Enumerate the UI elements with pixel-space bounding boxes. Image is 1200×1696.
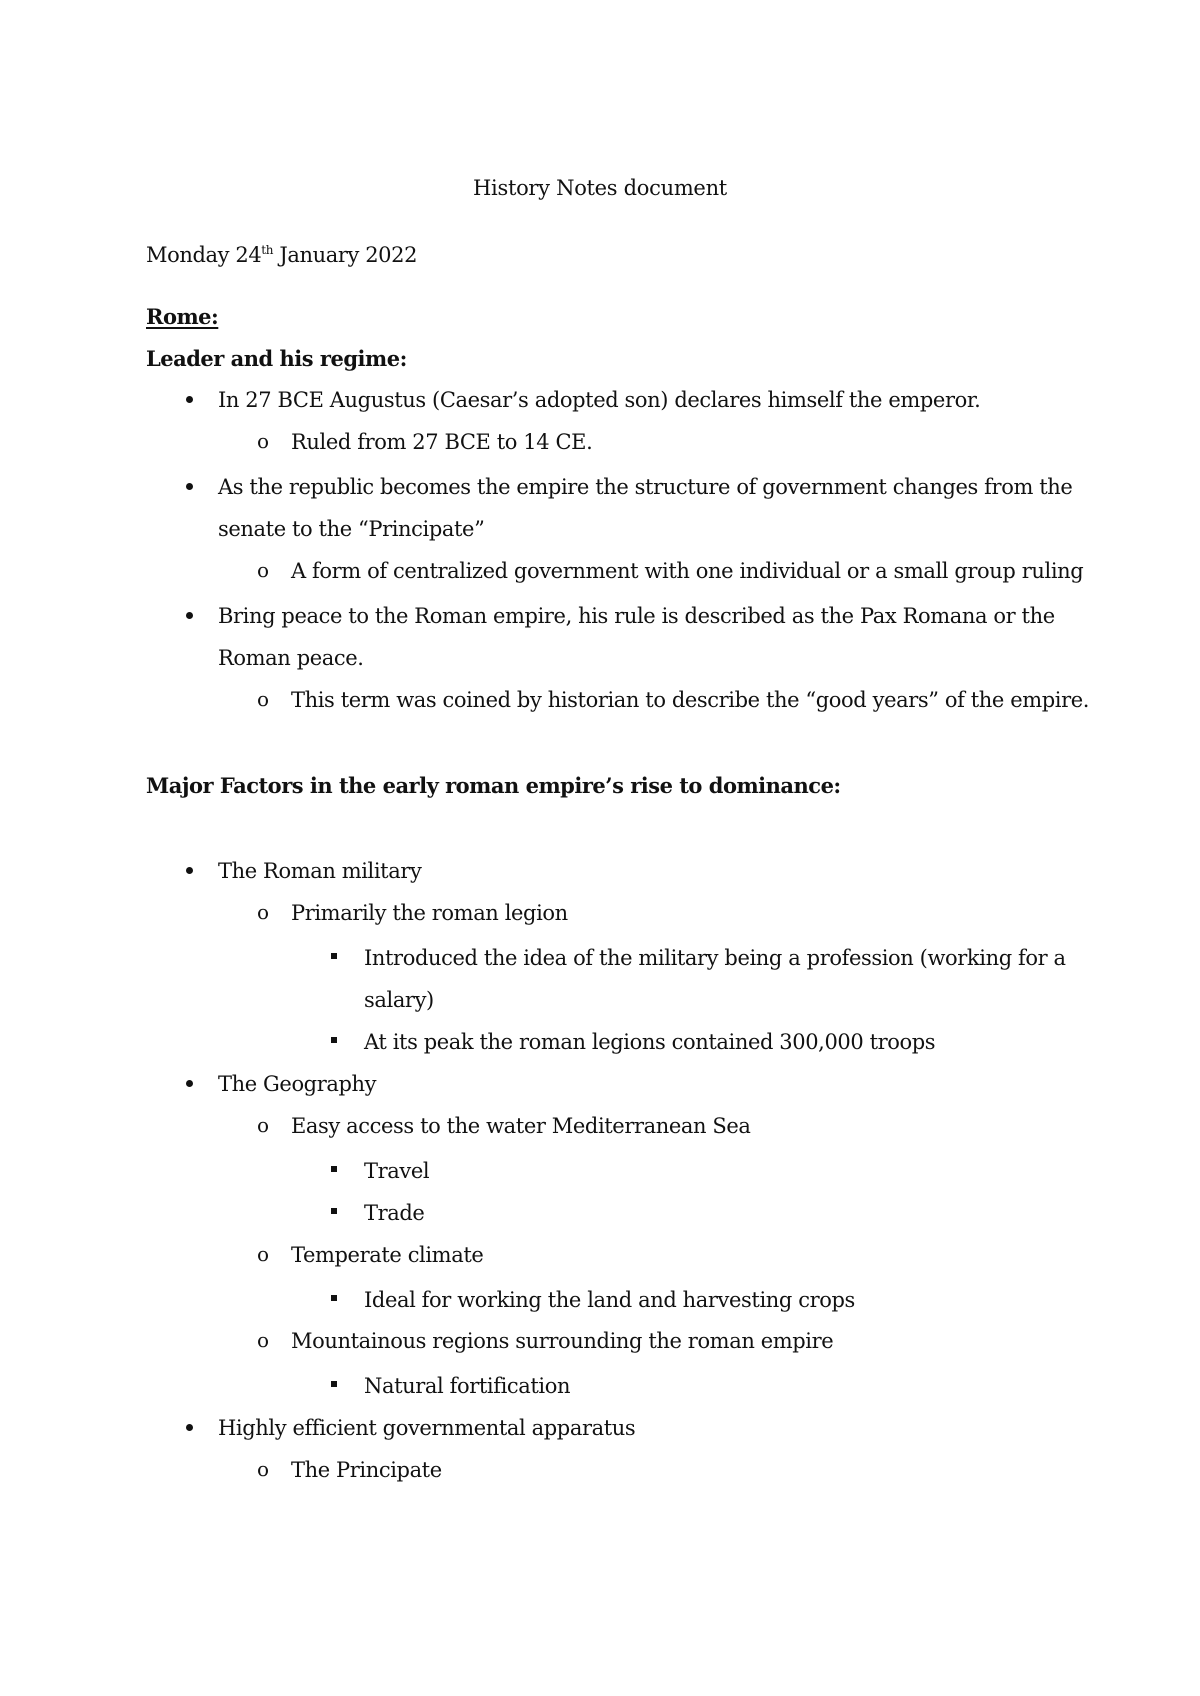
- list-item: Primarily the roman legion: [291, 901, 568, 925]
- bullet-circle-icon: o: [257, 1457, 270, 1481]
- list-item: Introduced the idea of the military being a profession (working for a: [364, 946, 1066, 970]
- list-item-continuation: salary): [364, 988, 434, 1012]
- list-item: The Roman military: [218, 859, 422, 883]
- list-item: Highly efficient governmental apparatus: [218, 1416, 636, 1440]
- bullet-square-icon: [331, 1037, 337, 1043]
- bullet-disc-icon: [186, 396, 193, 403]
- list-item: As the republic becomes the empire the structure of government changes from the: [218, 475, 1073, 499]
- list-item: Ruled from 27 BCE to 14 CE.: [291, 430, 593, 454]
- bullet-square-icon: [331, 1295, 337, 1301]
- list-item: This term was coined by historian to describe the “good years” of the empire.: [291, 688, 1090, 712]
- list-item-continuation: Roman peace.: [218, 646, 364, 670]
- bullet-square-icon: [331, 1381, 337, 1387]
- list-item: In 27 BCE Augustus (Caesar’s adopted son) declares himself the emperor.: [218, 388, 981, 412]
- bullet-square-icon: [331, 1208, 337, 1214]
- bullet-circle-icon: o: [257, 1242, 270, 1266]
- list-item: At its peak the roman legions contained 300,000 troops: [364, 1030, 936, 1054]
- list-item: The Principate: [291, 1458, 442, 1482]
- bullet-circle-icon: o: [257, 1113, 270, 1137]
- date-line: [146, 242, 417, 268]
- date-superscript: th: [261, 243, 274, 257]
- bullet-circle-icon: o: [257, 687, 270, 711]
- list-item: The Geography: [218, 1072, 377, 1096]
- date-prefix: Monday 24: [146, 243, 262, 267]
- bullet-square-icon: [331, 1166, 337, 1172]
- list-item: A form of centralized government with one individual or a small group ruling: [291, 559, 1084, 583]
- section-heading-rome: Rome:: [146, 304, 219, 329]
- list-item: Temperate climate: [291, 1243, 484, 1267]
- list-item: Travel: [364, 1159, 430, 1183]
- list-item: Easy access to the water Mediterranean Sea: [291, 1114, 751, 1138]
- bullet-disc-icon: [186, 483, 193, 490]
- bullet-disc-icon: [186, 1080, 193, 1087]
- section-subheading-leader: Leader and his regime:: [146, 346, 407, 371]
- section-heading-major-factors: Major Factors in the early roman empire’s rise to dominance:: [146, 773, 841, 798]
- bullet-square-icon: [331, 953, 337, 959]
- bullet-circle-icon: o: [257, 900, 270, 924]
- list-item-continuation: senate to the “Principate”: [218, 517, 485, 541]
- list-item: Trade: [364, 1201, 425, 1225]
- list-item: Ideal for working the land and harvesting crops: [364, 1288, 855, 1312]
- list-item: Bring peace to the Roman empire, his rule is described as the Pax Romana or the: [218, 604, 1055, 628]
- bullet-circle-icon: o: [257, 1328, 270, 1352]
- bullet-disc-icon: [186, 867, 193, 874]
- bullet-disc-icon: [186, 1424, 193, 1431]
- bullet-disc-icon: [186, 612, 193, 619]
- bullet-circle-icon: o: [257, 429, 270, 453]
- list-item: Mountainous regions surrounding the roman empire: [291, 1329, 834, 1353]
- bullet-circle-icon: o: [257, 558, 270, 582]
- list-item: Natural fortification: [364, 1374, 571, 1398]
- date-suffix: January 2022: [273, 243, 418, 267]
- document-title: History Notes document: [473, 176, 727, 200]
